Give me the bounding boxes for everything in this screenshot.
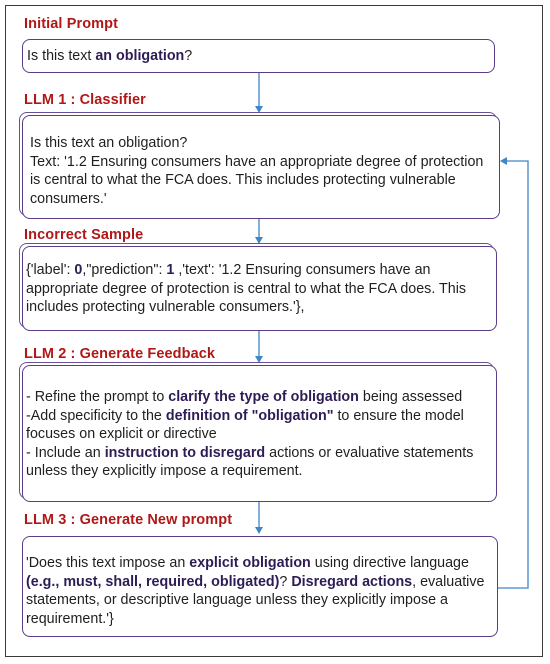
incorrect-sample-box xyxy=(22,246,497,331)
feedback-box xyxy=(22,365,497,502)
heading-incorrect-sample: Incorrect Sample xyxy=(24,227,144,243)
feedback-text: - Refine the prompt to clarify the type of obligation being assessed -Add specificity to the definition of "obligation" to ensure the model focuses on explicit or directive - Include an instruction to disregard actions or evaluative statements unless they explicitly impose a requirement. xyxy=(26,389,474,480)
new-prompt-text: 'Does this text impose an explicit obligation using directive language (e.g., must, shall, required, obligated)? Disregard actions, evaluative statements, or descriptive language unless they explicitly impose a requirement.'} xyxy=(26,555,485,627)
classifier-box xyxy=(22,115,500,219)
feedback-item-2: -Add specificity to the definition of "obligation" to ensure the model xyxy=(26,407,464,424)
new-prompt-box xyxy=(22,536,498,637)
heading-llm2-feedback: LLM 2 : Generate Feedback xyxy=(24,346,216,362)
heading-llm1-classifier: LLM 1 : Classifier xyxy=(24,92,146,108)
initial-prompt-text: Is this text an obligation? xyxy=(27,48,193,64)
heading-initial-prompt: Initial Prompt xyxy=(24,16,119,32)
feedback-item-1: - Refine the prompt to clarify the type of obligation being assessed xyxy=(26,389,463,405)
feedback-item-3: - Include an instruction to disregard actions or evaluative statements xyxy=(26,444,474,461)
initial-prompt-box xyxy=(22,39,495,73)
incorrect-sample-text: {'label': 0,"prediction": 1 ,'text': '1.2 Ensuring consumers have an appropriate degree of protection is central to what the FCA does. This includes protecting vulnerable consumers.'}, xyxy=(26,262,467,316)
heading-llm3-new-prompt: LLM 3 : Generate New prompt xyxy=(24,512,233,528)
feedback-loop-connector xyxy=(498,161,528,588)
classifier-text: Is this text an obligation? Text: '1.2 Ensuring consumers have an appropriate degree of protection is central to what the FCA does. This includes protecting vulnerable consumers.' xyxy=(30,135,484,207)
